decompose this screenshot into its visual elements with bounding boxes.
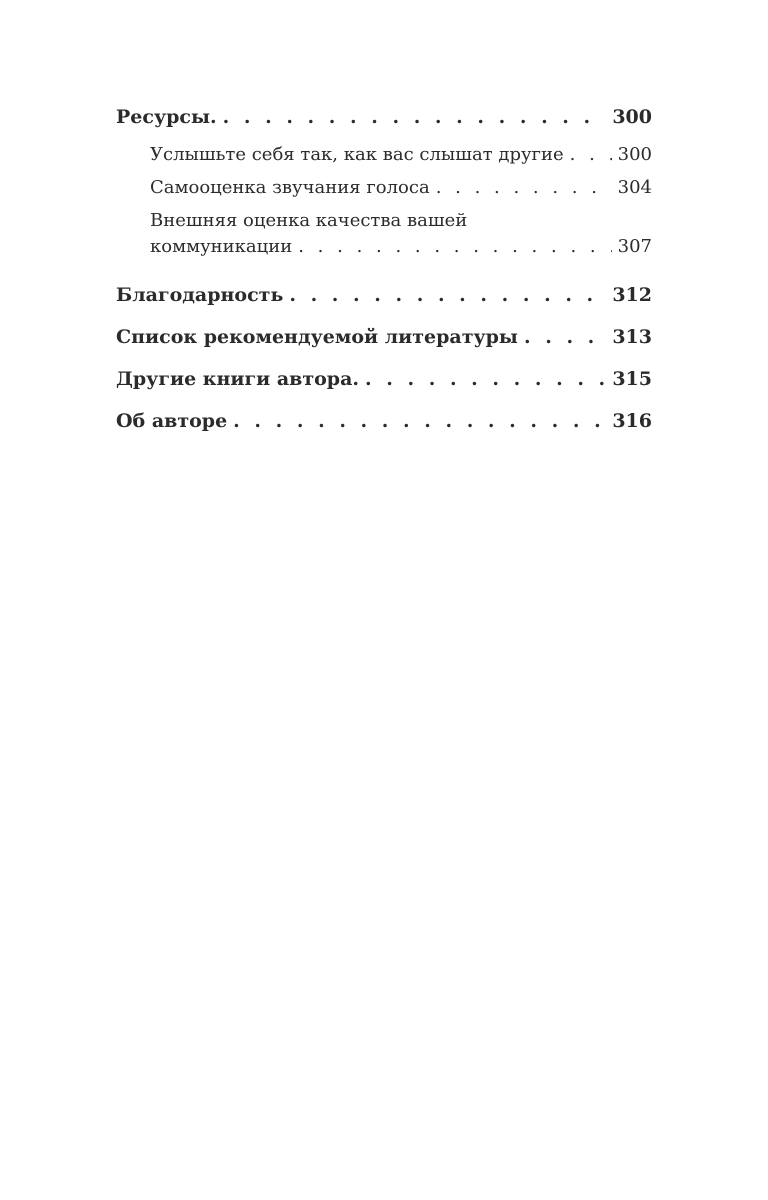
toc-entry-page: 315: [612, 368, 652, 390]
dot-leader: [289, 280, 606, 310]
dot-leader: [524, 322, 606, 352]
dot-leader: [436, 171, 612, 204]
toc-subentry-self-assessment[interactable]: [116, 171, 652, 204]
toc-entry-title-line2: коммуникации: [150, 236, 293, 257]
table-of-contents: [116, 102, 652, 436]
toc-entry-thanks[interactable]: [116, 280, 652, 310]
toc-subentry-hear-yourself[interactable]: [116, 138, 652, 171]
toc-entry-page: 304: [617, 177, 652, 198]
toc-entry-resources[interactable]: [116, 102, 652, 132]
toc-entry-title: Благодарность: [116, 284, 284, 306]
toc-entry-title: Список рекомендуемой литературы: [116, 326, 518, 348]
toc-entry-title-line1: Внешняя оценка качества вашей: [150, 210, 468, 231]
dot-leader: [233, 406, 606, 436]
dot-leader: [298, 234, 611, 260]
toc-entry-literature[interactable]: [116, 322, 652, 352]
dot-leader: [365, 364, 606, 394]
toc-entry-title: Другие книги автора.: [116, 368, 360, 390]
toc-entry-page: 312: [612, 284, 652, 306]
toc-subentry-external-assessment[interactable]: [116, 208, 652, 260]
toc-entry-page: 300: [617, 144, 652, 165]
toc-entry-page: 300: [612, 106, 652, 128]
toc-entry-title: Услышьте себя так, как вас слышат другие: [150, 144, 564, 165]
dot-leader: [223, 102, 607, 132]
toc-entry-title: Об авторе: [116, 410, 228, 432]
toc-entry-title: Ресурсы.: [116, 106, 217, 128]
toc-entry-page: 307: [617, 236, 652, 257]
dot-leader: [570, 138, 612, 171]
toc-entry-title: Самооценка звучания голоса: [150, 177, 430, 198]
toc-entry-page: 316: [612, 410, 652, 432]
toc-entry-page: 313: [612, 326, 652, 348]
toc-entry-about[interactable]: [116, 406, 652, 436]
toc-entry-other-books[interactable]: [116, 364, 652, 394]
